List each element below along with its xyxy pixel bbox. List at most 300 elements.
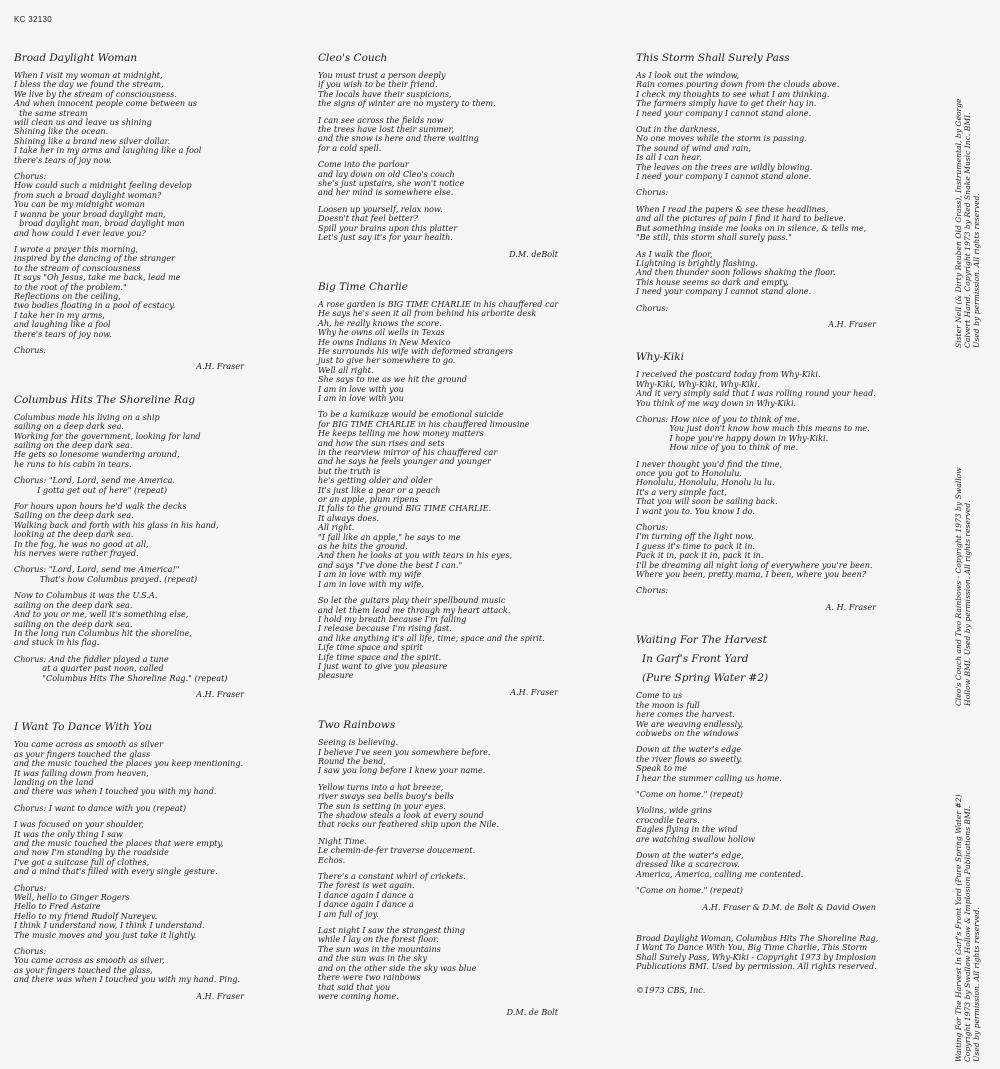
lyric-line: For hours upon hours he'd walk the decks — [14, 501, 187, 512]
stanza — [636, 250, 936, 297]
lyric-line: America, America, calling me contented. — [636, 868, 804, 879]
stanza — [14, 346, 304, 355]
stanza — [318, 116, 618, 154]
lyric-line: As I look out the window, — [636, 70, 740, 80]
stanza — [14, 884, 304, 940]
stanza — [318, 738, 618, 776]
lyric-line: It's just like a pear or a peach — [318, 484, 441, 495]
stanza — [636, 370, 936, 408]
lyric-line: I check my thoughts to see what I am thinking. — [636, 88, 830, 99]
lyric-line: Lightning is brightly flashing. — [636, 257, 758, 268]
lyric-line: He keeps telling me how money matters — [318, 428, 484, 439]
lyric-line: And when innocent people come between us — [14, 98, 198, 109]
lyric-line: Where you been, pretty mama, I been, where you been? — [636, 569, 867, 580]
song-title: This Storm Shall Surely Pass — [636, 52, 790, 64]
lyric-line: The shadow steals a look at every sound — [318, 810, 484, 820]
lyric-line: He owns Indians in New Mexico — [318, 336, 451, 347]
lyric-line: I am in love with you — [318, 383, 404, 394]
stanza — [318, 837, 618, 865]
lyric-line: his nerves were rather frayed. — [14, 548, 139, 559]
lyric-line: if you wish to be their friend. — [318, 79, 438, 90]
lyric-line: Shining like the ocean. — [14, 126, 109, 137]
lyric-line: Why-Kiki, Why-Kiki, Why-Kiki. — [636, 378, 760, 389]
songwriter-credit: A.H. Fraser — [196, 688, 244, 699]
lyric-line: I am in love with you — [318, 392, 404, 403]
lyric-line: Life time space and spirit — [318, 642, 423, 653]
lyric-line: Is all I can hear. — [636, 152, 702, 163]
song-block — [318, 281, 618, 697]
lyric-line: Let's just say it's for your health. — [318, 232, 453, 243]
side-note-line: Sister Nell (& Dirty Reuben Old Grass), Instrumental, by George — [954, 98, 963, 348]
lyric-line: Seeing is believing. — [318, 737, 399, 748]
side-note-line: Hollow BMI. Used by permission. All rights reserved. — [963, 500, 972, 706]
lyric-line: and the sun was in the sky — [318, 953, 428, 964]
lyric-line: sailing on a deep dark sea. — [14, 421, 124, 432]
lyric-line: I take her in my arms, — [14, 309, 105, 320]
lyric-line: and stuck in his flag. — [14, 637, 100, 648]
stanza — [636, 790, 936, 799]
stanza — [318, 783, 618, 830]
stanza — [636, 851, 936, 879]
lyric-line: Loosen up yourself, relax now. — [318, 203, 443, 214]
song-block — [636, 351, 936, 612]
lyric-line: while I lay on the forest floor. — [318, 934, 439, 945]
lyric-line: I've got a suitcase full of clothes, — [14, 856, 150, 867]
lyric-line: Well, hello to Ginger Rogers — [14, 892, 130, 903]
lyric-line: I think I understand now, I think I understand. — [14, 920, 205, 931]
lyric-line: will clean us and leave us shining — [14, 117, 152, 128]
lyric-line: I release because I'm rising fast. — [318, 623, 452, 634]
lyric-line: Le chemin-de-fer traverse doucement. — [318, 845, 476, 856]
lyric-line: How could such a midnight feeling develop — [14, 180, 192, 191]
song-title: Columbus Hits The Shoreline Rag — [14, 393, 196, 406]
side-note-line: Cleo's Couch and Two Rainbows - Copyright 1973 by Swallow — [954, 467, 963, 706]
lyric-line: there's tears of joy now. — [14, 328, 112, 339]
lyric-line: And to you or me, well it's something else, — [14, 609, 189, 620]
song-title: Broad Daylight Woman — [14, 52, 138, 64]
songwriter-credit: D.M. deBolt — [509, 248, 558, 259]
lyric-line: Hello to my friend Rudolf Nureyev. — [14, 910, 158, 921]
stanza — [14, 820, 304, 876]
lyric-line: Chorus: — [14, 946, 47, 957]
lyric-line: in the rearview mirror of his chauffered car — [318, 447, 498, 457]
lyric-line: I guess it's time to pack it in. — [636, 540, 756, 551]
stanza — [318, 71, 618, 109]
songwriter-credit: A.H. Fraser — [828, 318, 876, 329]
lyric-line: the river flows so sweetly. — [636, 753, 743, 764]
song-block — [318, 719, 618, 1018]
lyric-line: The farmers simply have to get their hay in. — [636, 98, 817, 109]
lyric-line: I'm turning off the light now. — [636, 531, 754, 542]
lyric-line: that said that you — [318, 981, 391, 992]
lyric-line: and the snow is here and there waiting — [318, 133, 479, 144]
lyric-line: and he says he feels younger and younger — [318, 456, 491, 467]
stanza — [14, 804, 304, 813]
lyric-line: You came across as smooth as silver — [14, 739, 163, 750]
lyric-line: That you will soon be sailing back. — [636, 496, 778, 507]
lyric-line: I'll be dreaming all night long of everywhere you're been. — [636, 559, 873, 570]
lyric-line: and laughing like a fool — [14, 319, 111, 330]
lyric-line: I dance again I dance a — [318, 889, 414, 900]
lyric-line: I saw you long before I knew your name. — [318, 765, 486, 776]
lyric-line: to the root of the problem." — [14, 281, 127, 292]
lyric-line: landing on the land — [14, 776, 94, 787]
lyric-line: two bodies floating in a pool of ecstacy. — [14, 300, 176, 311]
stanza — [318, 300, 618, 403]
lyric-line: Spill your brains upon this platter — [318, 222, 458, 233]
lyric-line: Ah, he really knows the score. — [318, 317, 442, 328]
lyric-line: and her mind is somewhere else. — [318, 187, 454, 198]
lyric-line: When I visit my woman at midnight, — [14, 70, 163, 80]
lyric-line: The music moves and you just take it lightly. — [14, 929, 197, 940]
lyric-line: Honolulu, Honolulu, Honolu lu lu. — [636, 477, 775, 488]
lyric-line: Chorus: — [636, 302, 669, 313]
lyric-line: The locals have their suspicions, — [318, 88, 452, 99]
song-subtitle: In Garf's Front Yard — [642, 653, 749, 666]
stanza — [636, 205, 936, 243]
lyric-line: "Columbus Hits The Shoreline Rag." (repeat) — [14, 672, 228, 683]
lyric-line: and a mind that's filled with every single gesture. — [14, 866, 218, 877]
lyric-line: and the music touched the places that were empty, — [14, 838, 224, 848]
lyric-line: I hear the summer calling us home. — [636, 772, 782, 783]
lyric-line: This house seems so dark and empty, — [636, 276, 789, 287]
lyric-line: and the music touched the places you keep mentioning. — [14, 758, 244, 769]
lyric-line: I just want to give you pleasure — [318, 660, 448, 671]
lyric-line: Why he owns oil wells in Texas — [318, 327, 445, 338]
stanza — [636, 806, 936, 844]
lyric-line: You just don't know how much this means to me. — [636, 423, 870, 434]
lyric-line: Sailing on the deep dark sea. — [14, 510, 134, 521]
lyric-line: and let them lead me through my heart attack. — [318, 604, 511, 615]
song-block — [636, 634, 936, 912]
lyric-line: I bless the day we found the stream, — [14, 79, 164, 90]
lyric-line: Violins, wide grins — [636, 805, 712, 816]
lyric-line: but the truth is — [318, 465, 381, 476]
song-block — [14, 721, 304, 1001]
lyric-line: and all the pictures of pain I find it hard to believe. — [636, 213, 846, 224]
lyric-line: Shining like a brand new silver dollar. — [14, 135, 171, 146]
stanza — [318, 926, 618, 1001]
lyric-line: And it very simply said that I was rolling round your head. — [636, 388, 876, 399]
songwriter-credit: A.H. Fraser — [510, 686, 558, 697]
lyric-line: All right. — [318, 522, 355, 533]
lyric-line: To be a kamikaze would be emotional suicide — [318, 409, 504, 420]
copyright-line: Broad Daylight Woman, Columbus Hits The Shoreline Rag, — [636, 933, 879, 943]
lyric-line: It says "Oh Jesus, take me back, lead me — [14, 272, 181, 283]
lyric-line: I need your company I cannot stand alone. — [636, 286, 812, 297]
lyric-line: I can see across the fields now — [318, 114, 444, 125]
lyric-line: broad daylight man, broad daylight man — [14, 218, 185, 229]
lyric-line: But something inside me looks on in silence, & tells me, — [636, 222, 867, 233]
lyric-line: It falls to the ground BIG TIME CHARLIE. — [318, 503, 492, 514]
stanza — [636, 188, 936, 197]
lyric-line: The leaves on the trees are wildly blowing. — [636, 161, 813, 172]
stanza — [636, 125, 936, 181]
lyric-line: You can be my midnight woman — [14, 199, 145, 210]
lyric-line: are watching swallow hollow — [636, 833, 755, 844]
lyric-line: We are weaving endlessly, — [636, 718, 744, 729]
song-title: Cleo's Couch — [318, 52, 388, 64]
lyric-line: here comes the harvest. — [636, 709, 735, 720]
side-note-line: Calvert Hand. Copyright 1973 by Red Snake Music Inc. BMI. — [963, 112, 972, 348]
copyright-block — [636, 934, 936, 972]
lyrics-column-1 — [14, 52, 304, 1023]
copyright-line: I Want To Dance With You, Big Time Charlie, This Storm — [636, 942, 868, 953]
stanza — [318, 205, 618, 243]
lyric-line: "Come on home." (repeat) — [636, 788, 743, 799]
lyric-line: He gets so lonesome wandering around, — [14, 449, 180, 460]
lyric-line: The sun is setting in your eyes. — [318, 800, 446, 811]
lyric-line: for BIG TIME CHARLIE in his chauffered limousine — [318, 418, 530, 429]
column-3-songs — [636, 52, 936, 912]
lyric-line: were coming home. — [318, 990, 399, 1001]
lyric-line: Chorus: — [14, 344, 47, 355]
song-title: I Want To Dance With You — [14, 721, 153, 734]
lyric-line: It's a very simple fact, — [636, 486, 727, 497]
lyric-line: looking at the deep dark sea. — [14, 529, 134, 540]
lyric-line: No one moves while the storm is passing. — [636, 133, 807, 144]
lyric-line: The forest is wet again. — [318, 880, 415, 891]
lyrics-column-3 — [636, 52, 936, 995]
stanza — [14, 655, 304, 683]
side-note-line: Used by permission. All rights reserved. — [972, 193, 981, 348]
lyric-line: or an apple, plum ripens — [318, 494, 419, 505]
lyric-line: once you got to Honolulu. — [636, 468, 742, 478]
side-note-3 — [954, 794, 981, 1062]
lyric-line: and says "I've done the best I can." — [318, 559, 463, 570]
lyric-line: Walking back and forth with his glass in his hand, — [14, 519, 219, 530]
song-title: Two Rainbows — [318, 719, 396, 732]
lyric-line: she's just upstairs, she won't notice — [318, 178, 465, 189]
song-block — [318, 52, 618, 259]
lyric-line: that rocks our feathered ship upon the Nile. — [318, 819, 500, 830]
lyric-line: Pack it in, pack it in, pack it in. — [636, 550, 764, 561]
lyric-line: I dance again I dance a — [318, 899, 414, 910]
lyric-line: and there was when I touched you with my hand. Ping. — [14, 974, 241, 985]
lyric-line: from such a broad daylight woman? — [14, 189, 162, 200]
lyric-line: as your fingers touched the glass, — [14, 964, 153, 975]
stanza — [636, 415, 936, 453]
songwriter-credit: A.H. Fraser — [196, 990, 244, 1001]
lyric-line: and on the other side the sky was blue — [318, 962, 477, 973]
lyric-line: Reflections on the ceiling, — [14, 290, 121, 301]
lyric-line: You must trust a person deeply — [318, 70, 446, 80]
lyric-line: cobwebs on the windows — [636, 727, 739, 738]
lyric-line: "Come on home." (repeat) — [636, 885, 743, 896]
lyric-line: at a quarter past noon, called — [14, 663, 164, 674]
lyric-line: Chorus: "Lord, Lord, send me America!" — [14, 564, 180, 575]
lyric-line: sailing on the deep dark sea. — [14, 599, 133, 610]
lyric-line: So let the guitars play their spellbound music — [318, 595, 506, 606]
side-note-1 — [954, 98, 981, 348]
lyric-line: Out in the darkness, — [636, 124, 720, 135]
lyric-line: and now I'm standing by the roadside — [14, 847, 169, 858]
lyric-line: the signs of winter are no mystery to them. — [318, 98, 496, 109]
lyric-line: crocodile tears. — [636, 814, 700, 825]
song-block — [14, 394, 304, 700]
lyric-line: Night Time. — [318, 835, 367, 846]
lyric-line: Round the bend, — [318, 755, 386, 766]
stanza — [636, 304, 936, 313]
song-title: Why-Kiki — [636, 351, 684, 364]
stanza — [14, 947, 304, 985]
song-block — [636, 52, 936, 329]
lyric-line: the moon is full — [636, 699, 700, 710]
stanza — [318, 410, 618, 589]
lyric-line: Chorus: I want to dance with you (repeat) — [14, 802, 186, 813]
lyric-line: Working for the government, looking for land — [14, 430, 201, 441]
side-note-line: Copyright 1973 by Swallow Hollow & Implosion Publications BMI. — [963, 805, 972, 1062]
lyric-line: Chorus: "Lord, Lord, send me America. — [14, 475, 176, 486]
lyric-line: Eagles flying in the wind — [636, 824, 738, 835]
lyric-line: Chorus: — [636, 585, 669, 596]
stanza — [318, 160, 618, 198]
stanza — [14, 591, 304, 647]
lyric-line: I received the postcard today from Why-Kiki. — [636, 369, 821, 380]
lyric-line: there were two rainbows — [318, 972, 421, 983]
lyric-line: The sound of wind and rain, — [636, 142, 751, 153]
stanza — [636, 586, 936, 595]
lyric-line: I am in love with my wife — [318, 569, 422, 580]
catalog-number: KC 32130 — [14, 15, 52, 24]
songwriter-credit: A. H. Fraser — [825, 601, 876, 612]
lyric-line: the trees have lost their summer, — [318, 124, 455, 135]
lyric-line: there's tears of joy now. — [14, 154, 112, 165]
lyric-line: Chorus: — [636, 187, 669, 198]
lyric-line: he's getting older and older — [318, 475, 432, 486]
songwriter-credit: A.H. Fraser & D.M. de Bolt & David Owen — [702, 901, 876, 912]
lyric-line: and there was when I touched you with my hand. — [14, 786, 217, 797]
song-title: Waiting For The Harvest — [636, 634, 767, 647]
lyric-line: When I read the papers & see these headlines, — [636, 203, 829, 214]
lyric-line: I wrote a prayer this morning, — [14, 243, 139, 254]
lyric-line: Columbus made his living on a ship — [14, 411, 160, 422]
lyric-line: and how could I ever leave you? — [14, 227, 146, 238]
lyric-line: We live by the stream of consciousness. — [14, 88, 177, 99]
side-note-2 — [954, 467, 972, 706]
songwriter-credit: D.M. de Bolt — [506, 1007, 558, 1018]
lyric-line: pleasure — [318, 670, 354, 681]
lyric-line: Yellow turns into a hot breeze, — [318, 781, 444, 792]
lyric-line: I wanna be your broad daylight man, — [14, 208, 166, 219]
lyric-line: he runs to his cabin in tears. — [14, 458, 132, 469]
lyric-line: Hello to Fred Astaire — [14, 901, 101, 912]
stanza — [318, 596, 618, 681]
lyric-line: And then he looks at you with tears in his eyes, — [318, 550, 513, 561]
lyric-line: It always does. — [318, 512, 380, 523]
lyric-line: You think of me way down in Why-Kiki. — [636, 397, 797, 408]
songwriter-credit: A.H. Fraser — [196, 361, 244, 372]
stanza — [14, 245, 304, 339]
lyric-line: Life time space and the spirit. — [318, 651, 442, 662]
stanza — [636, 460, 936, 516]
lyric-line: Well all right. — [318, 364, 374, 375]
copyright-line: Shall Surely Pass, Why-Kiki - Copyright 1973 by Implosion — [636, 951, 877, 962]
lyric-line: Chorus: How nice of you to think of me. — [636, 413, 800, 424]
lyric-line: and how the sun rises and sets — [318, 437, 445, 448]
lyric-line: Rain comes pouring down from the clouds above. — [636, 79, 840, 90]
lyric-line: sailing on the deep dark sea. — [14, 440, 133, 450]
song-subtitle: (Pure Spring Water #2) — [642, 672, 769, 685]
lyric-line: I am full of joy. — [318, 908, 379, 919]
lyric-line: as he hits the ground. — [318, 541, 408, 552]
lyric-line: Echos. — [318, 854, 346, 865]
lyric-line: "Be still, this storm shall surely pass." — [636, 232, 792, 243]
song-block — [14, 52, 304, 372]
lyric-line: I believe I've seen you somewhere before. — [318, 746, 491, 757]
lyric-line: I need your company I cannot stand alone. — [636, 171, 812, 182]
stanza — [636, 691, 936, 738]
stanza — [14, 172, 304, 238]
lyric-line: as your fingers touched the glass — [14, 748, 151, 759]
lyric-line: Come to us — [636, 690, 683, 701]
lyric-line: She says to me as we hit the ground — [318, 374, 467, 385]
copyright-line: Publications BMI. Used by permission. All rights reserved. — [636, 961, 877, 972]
lyric-line: It was the only thing I saw — [14, 828, 123, 839]
stanza — [14, 71, 304, 165]
lyric-line: He surrounds his wife with deformed strangers — [318, 345, 513, 356]
lyric-line: Doesn't that feel better? — [318, 213, 418, 224]
cbs-copyright: ©1973 CBS, Inc. — [636, 984, 706, 995]
lyric-line: I gotta get out of here" (repeat) — [14, 484, 168, 495]
lyric-line: I was focused on your shoulder, — [14, 819, 144, 830]
lyric-line: just to give her somewhere to go. — [318, 355, 456, 366]
stanza — [636, 745, 936, 783]
lyric-line: Chorus: — [14, 171, 47, 182]
lyric-line: And then thunder soon follows shaking the floor. — [636, 267, 836, 278]
lyric-line: Now to Columbus it was the U.S.A. — [14, 590, 158, 601]
lyric-line: I hold my breath because I'm falling — [318, 613, 467, 624]
side-note-line: Used by permission. All rights reserved. — [972, 907, 981, 1062]
lyric-line: Down at the water's edge — [636, 744, 742, 755]
lyric-line: That's how Columbus prayed. (repeat) — [14, 573, 198, 584]
stanza — [318, 872, 618, 919]
lyric-line: It was falling down from heaven, — [14, 767, 149, 778]
lyric-line: I am in love with my wife. — [318, 578, 424, 589]
lyric-line: Chorus: And the fiddler played a tune — [14, 653, 169, 664]
lyric-line: dressed like a scarecrow. — [636, 859, 740, 870]
lyric-line: As I walk the floor, — [636, 248, 713, 259]
lyric-line: You came across as smooth as silver, — [14, 955, 165, 966]
lyric-line: I never thought you'd find the time, — [636, 458, 783, 469]
lyric-line: There's a constant whirl of crickets. — [318, 871, 466, 882]
stanza — [636, 71, 936, 118]
lyric-line: In the long run Columbus hit the shoreline, — [14, 627, 192, 638]
lyric-line: He says he's seen it all from behind his arborite desk — [318, 308, 537, 319]
side-note-line: Waiting For The Harvest In Garf's Front Yard (Pure Spring Water #2) — [954, 794, 963, 1062]
lyric-line: and lay down on old Cleo's couch — [318, 168, 455, 179]
lyric-line: A rose garden is BIG TIME CHARLIE in his chauffered car — [318, 298, 559, 309]
lyric-line: for a cold spell. — [318, 142, 382, 153]
lyric-line: sailing on the deep dark sea. — [14, 618, 133, 629]
stanza — [636, 523, 936, 579]
lyric-line: I need your company I cannot stand alone. — [636, 107, 812, 118]
stanza — [14, 502, 304, 558]
lyric-line: Come into the parlour — [318, 159, 409, 170]
lyric-line: I take her in my arms and laughing like a fool — [14, 145, 202, 156]
lyric-line: Down at the water's edge, — [636, 849, 744, 860]
stanza — [14, 740, 304, 796]
stanza — [14, 476, 304, 495]
lyrics-column-2 — [318, 52, 618, 1040]
lyric-line: to the stream of consciousness — [14, 262, 141, 273]
lyric-line: inspired by the dancing of the stranger — [14, 253, 176, 264]
lyric-line: In the fog, he was no good at all, — [14, 538, 149, 549]
song-title: Big Time Charlie — [318, 280, 409, 293]
lyric-line: I hope you're happy down in Why-Kiki. — [636, 432, 829, 443]
lyric-line: the same stream — [14, 107, 88, 118]
lyric-line: Last night I saw the strangest thing — [318, 925, 465, 936]
